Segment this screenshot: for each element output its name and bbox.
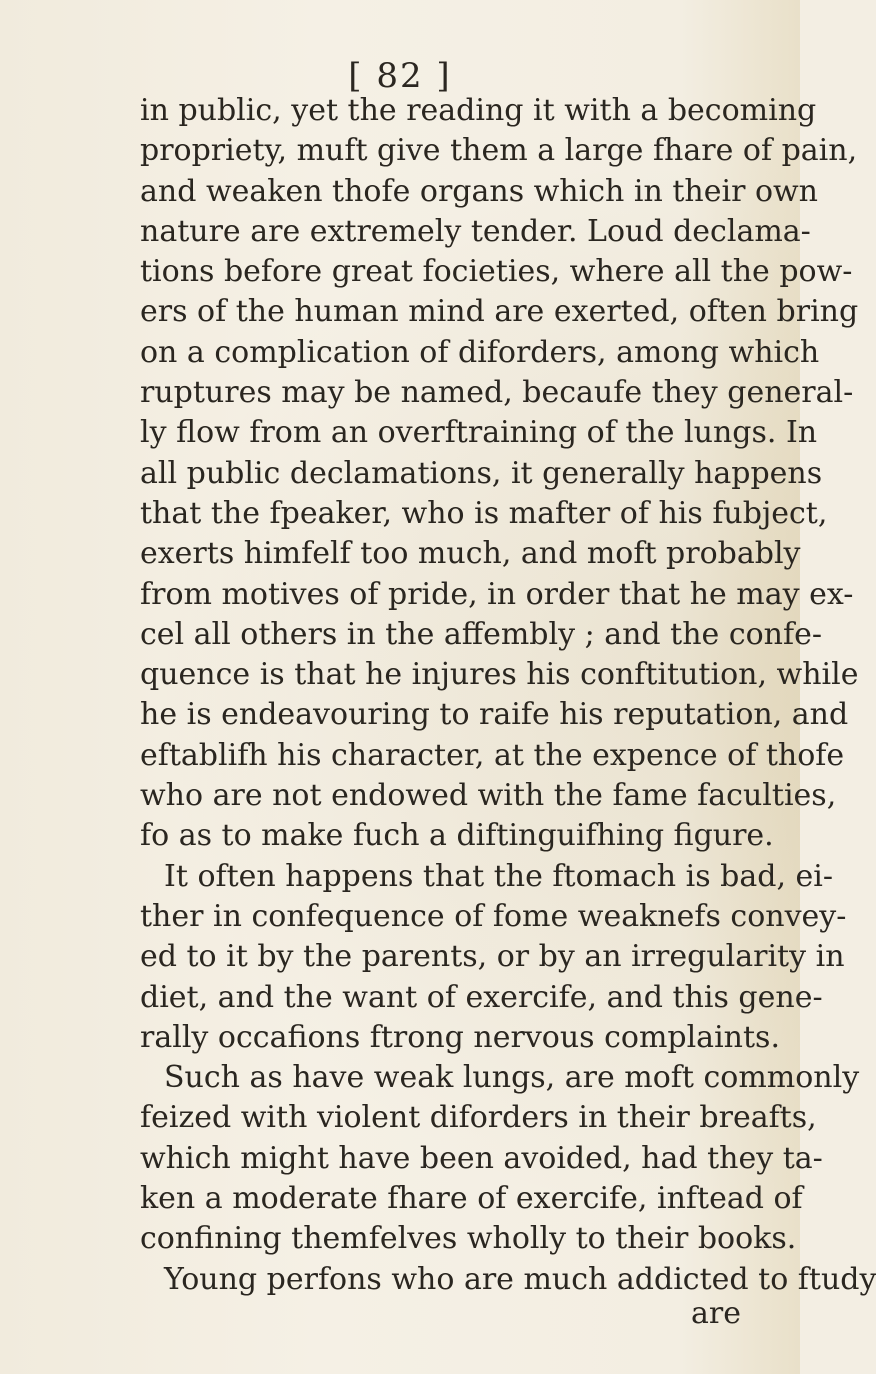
text-line: tions before great focieties, where all the pow- [140,254,853,290]
text-line: and weaken thofe organs which in their own [140,173,819,209]
text-line: nature are extremely tender. Loud declama- [140,213,811,249]
body-text [140,91,876,1300]
text-line: Such as have weak lungs, are moft commonly [164,1060,860,1096]
catchword: are [691,1296,741,1331]
text-line: from motives of pride, in order that he may ex- [140,576,854,612]
text-line: ed to it by the parents, or by an irregularity in [140,939,845,975]
text-line: in public, yet the reading it with a becoming [140,93,817,128]
text-line: eftablifh his character, at the expence of thofe [140,737,845,773]
text-line: cel all others in the affembly ; and the confe- [140,616,823,652]
text-line: ly flow from an overftraining of the lungs. In [140,415,818,451]
text-line: diet, and the want of exercife, and this gene- [140,979,823,1015]
text-line: all public declamations, it generally happens [140,455,823,491]
text-line: he is endeavouring to raife his reputation, and [140,697,849,733]
text-line: rally occafions ftrong nervous complaints. [140,1019,780,1055]
text-line: It often happens that the ftomach is bad, ei- [164,858,834,894]
text-line: fo as to make fuch a diftinguifhing figure. [140,818,774,854]
text-line: feized with violent diforders in their breafts, [140,1100,817,1136]
text-line: Young perfons who are much addicted to ftudy [164,1261,876,1297]
text-line: quence is that he injures his conftitution, while [140,657,859,693]
text-line: propriety, muft give them a large fhare of pain, [140,133,858,169]
text-line: that the fpeaker, who is mafter of his fubject, [140,495,828,531]
text-line: which might have been avoided, had they ta- [140,1140,823,1176]
text-line: ken a moderate fhare of exercife, inftead of [140,1181,803,1217]
page-number-header: [ 82 ] [348,56,452,96]
text-line: confining themfelves wholly to their books. [140,1221,797,1257]
text-line: exerts himfelf too much, and moft probably [140,536,801,572]
text-line: ruptures may be named, becaufe they general- [140,375,854,411]
text-line: on a complication of diforders, among which [140,334,820,370]
text-line: ers of the human mind are exerted, often bring [140,294,859,330]
text-line: who are not endowed with the fame faculties, [140,778,837,814]
text-line: ther in confequence of fome weaknefs convey- [140,898,847,934]
